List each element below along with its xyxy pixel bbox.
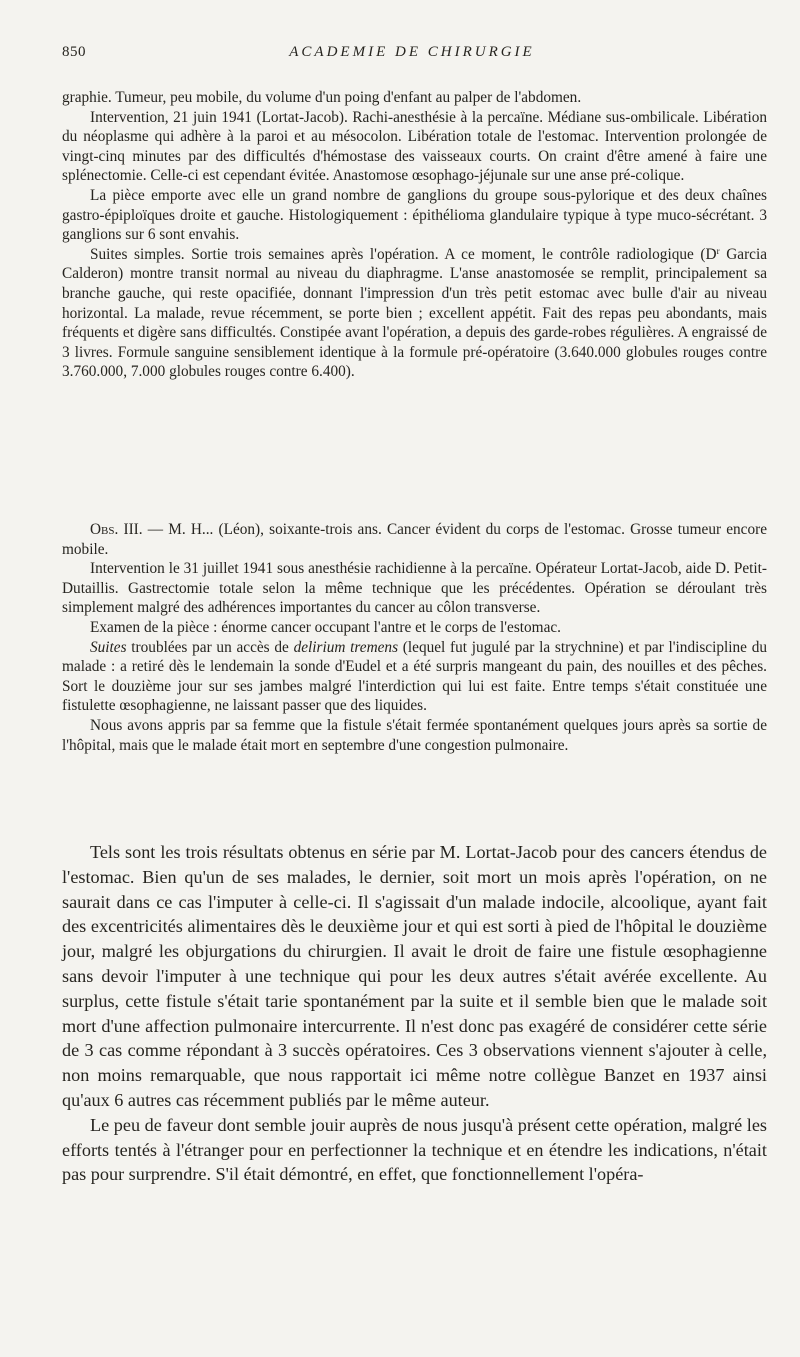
obs2-paragraph-4 <box>62 245 767 382</box>
obs3-p1-text: — M. H... (Léon), soixante-trois ans. Cancer évident du corps de l'estomac. Grosse tumeur encore mobile. <box>62 521 767 558</box>
obs3-paragraph-3: Examen de la pièce : énorme cancer occupant l'antre et le corps de l'estomac. <box>90 618 561 636</box>
discussion-paragraph-1: Tels sont les trois résultats obtenus en série par M. Lortat-Jacob pour des cancers étendus de l'estomac. Bien qu'un de ses malades, le dernier, soit mort un mois après l'opération, on ne saurait dans ce cas l'imputer à celle-ci. Il s'agissait d'un malade indocile, alcoolique, ayant fait des excentricités alimentaires dès le deuxième jour et qui est sorti à pied de l'hôpital le douzième jour, malgré les objurgations du chirurgien. Il avait le droit de faire une fistule œsophagienne sans devoir l'imputer à une technique qui pour les deux autres s'était avérée excellente. Au surplus, cette fistule s'était tarie spontanément par la suite et il semble bien que le malade soit mort d'une affection pulmonaire intercurrente. Il n'est donc pas exagéré de considérer cette série de 3 cas comme répondant à 3 succès opératoires. Ces 3 observations viennent s'ajouter à celle, non moins remarquable, que nous rapportait ici même notre collègue Banzet en 1937 ainsi qu'aux 6 autres cas récemment publiés par le même auteur. <box>62 842 767 1110</box>
obs3-p4-text-b: (lequel fut jugulé par la strychnine) et par l'indiscipline du malade : a retiré dès le lendemain la sonde d'Eudel et a été surpris mangeant du pain, des nouilles et des pêches. Sort le douzième jour sur ses jambes malgré l'interdiction qui lui est faite. Entre temps s'était constituée une fistulette œsophagienne, ne laissant passer que des liquides. <box>62 638 767 715</box>
obs3-paragraph-5: Nous avons appris par sa femme que la fistule s'était fermée spontanément quelques jours après sa sortie de l'hôpital, mais que le malade était mort en septembre d'une congestion pulmonaire. <box>62 716 767 754</box>
discussion <box>62 840 767 1187</box>
discussion-paragraph-2: Le peu de faveur dont semble jouir auprès de nous jusqu'à présent cette opération, malgré les efforts tentés à l'étranger pour en perfectionner la technique et en étendre les indications, n'était pas pour surprendre. S'il était démontré, en effet, que fonctionnellement l'opéra- <box>62 1114 767 1185</box>
obs3-paragraph-4 <box>62 638 767 716</box>
obs3-paragraph-2: Intervention le 31 juillet 1941 sous anesthésie rachidienne à la percaïne. Opérateur Lortat-Jacob, aide D. Petit-Dutaillis. Gastrectomie totale selon la même technique que les précédentes. Opération se déroulant très simplement malgré des adhérences importantes du cancer au côlon transverse. <box>62 560 767 617</box>
obs2-p4-superscript: r <box>716 245 720 256</box>
obs3-label: Obs. III. <box>90 521 143 538</box>
obs3-p4-text-a: troublées par un accès de <box>126 638 294 656</box>
obs3-p4-italic-2: delirium tremens <box>293 638 399 656</box>
obs3-paragraph-1 <box>62 520 767 559</box>
page-number: 850 <box>62 44 86 60</box>
observation-3 <box>62 520 767 755</box>
page-header <box>62 44 762 68</box>
obs2-paragraph-1: graphie. Tumeur, peu mobile, du volume d'un poing d'enfant au palper de l'abdomen. <box>62 89 582 106</box>
obs2-p4-text-b: Garcia Calderon) montre transit normal au niveau du diaphragme. L'anse anastomosée se remplit, principalement sa branche gauche, qui reste opacifiée, donnant l'impression d'un très petit estomac avec bulle d'air au niveau horizontal. La malade, revue récemment, se porte bien ; excellent appétit. Fait des repas peu abondants, mais fréquents et digère sans difficultés. Constipée avant l'opération, a depuis des garde-robes régulières. A engraissé de 3 livres. Formule sanguine sensiblement identique à la formule pré-opératoire (3.640.000 globules rouges contre 3.760.000, 7.000 globules rouges contre 6.400). <box>62 245 767 381</box>
running-title: ACADEMIE DE CHIRURGIE <box>289 44 535 60</box>
obs2-paragraph-3: La pièce emporte avec elle un grand nombre de ganglions du groupe sous-pylorique et des deux chaînes gastro-épiploïques droite et gauche. Histologiquement : épithélioma glandulaire typique à type muco-sécrétant. 3 ganglions sur 6 sont envahis. <box>62 186 767 244</box>
obs2-p4-text-a: Suites simples. Sortie trois semaines après l'opération. A ce moment, le contrôle radiologique (D <box>90 245 717 263</box>
obs2-paragraph-2: Intervention, 21 juin 1941 (Lortat-Jacob). Rachi-anesthésie à la percaïne. Médiane sus-ombilicale. Libération du néoplasme qui adhère à la paroi et au mésocolon. Libération totale de l'estomac. Intervention prolongée de vingt-cinq minutes par des difficultés d'hémostase des vaisseaux courts. On craint d'être amené à faire une splénectomie. Celle-ci est cependant évitée. Anastomose œsophago-jéjunale sur une anse pré-colique. <box>62 108 767 185</box>
obs3-p4-italic-1: Suites <box>90 638 127 656</box>
observation-2-continued <box>62 88 767 382</box>
